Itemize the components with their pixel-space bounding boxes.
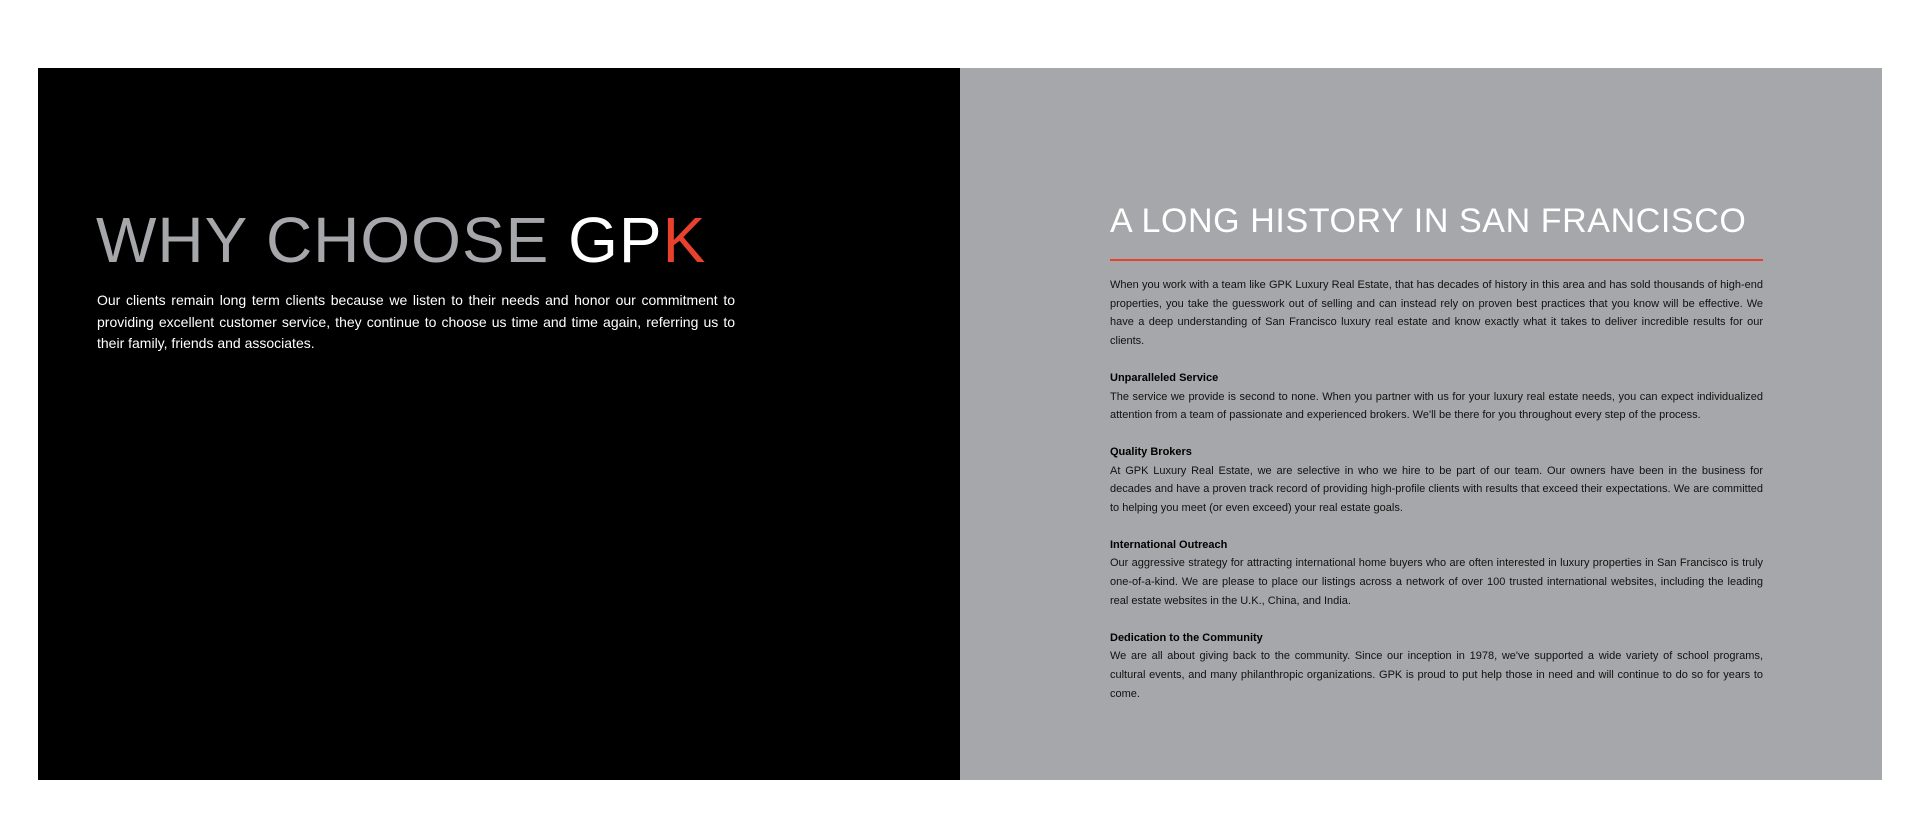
heading-part-k: K: [662, 204, 707, 276]
section-unparalleled-service: [1110, 369, 1763, 425]
section-heading: International Outreach: [1110, 538, 1228, 551]
heading-divider: [1110, 259, 1763, 261]
heading-part-gp: GP: [568, 204, 663, 276]
section-dedication-community: [1110, 629, 1763, 704]
section-text: Our aggressive strategy for attracting international home buyers who are often interested in luxury properties in San Francisco is truly one-of-a-kind. We are please to place our listings across a network of over 100 trusted international websites, including the leading real estate websites in the U.K., China, and India.: [1110, 557, 1763, 607]
section-quality-brokers: [1110, 443, 1763, 518]
section-international-outreach: [1110, 536, 1763, 611]
history-heading: A LONG HISTORY IN SAN FRANCISCO: [1110, 202, 1747, 240]
history-content: [1110, 276, 1763, 703]
why-choose-body: Our clients remain long term clients because we listen to their needs and honor our commitment to providing excellent customer service, they continue to choose us time and time again, referring us to their family, friends and associates.: [97, 292, 735, 351]
section-text: At GPK Luxury Real Estate, we are selective in who we hire to be part of our team. Our owners have been in the business for decades and have a proven track record of providing high-profile clients with results that exceed their expectations. We are committed to helping you meet (or even exceed) your real estate goals.: [1110, 464, 1763, 515]
heading-part-why-choose: WHY CHOOSE: [96, 204, 569, 276]
left-panel: [38, 68, 960, 780]
why-choose-heading: [96, 204, 707, 276]
right-panel: [960, 68, 1882, 780]
section-text: We are all about giving back to the community. Since our inception in 1978, we've supported a wide variety of school programs, cultural events, and many philanthropic organizations. GPK is proud to put help those in need and will continue to do so for years to come.: [1110, 650, 1763, 700]
section-heading: Dedication to the Community: [1110, 631, 1263, 644]
section-heading: Quality Brokers: [1110, 445, 1192, 458]
history-intro: When you work with a team like GPK Luxury Real Estate, that has decades of history in this area and has sold thousands of high-end properties, you take the guesswork out of selling and can instead rely on proven best practices that you know will be effective. We have a deep understanding of San Francisco luxury real estate and know exactly what it takes to deliver incredible results for our clients.: [1110, 279, 1763, 348]
brochure-spread: [38, 68, 1882, 780]
section-text: The service we provide is second to none. When you partner with us for your luxury real estate needs, you can expect individualized attention from a team of passionate and experienced brokers. We'll be there for you throughout every step of the process.: [1110, 390, 1763, 422]
section-heading: Unparalleled Service: [1110, 371, 1219, 384]
